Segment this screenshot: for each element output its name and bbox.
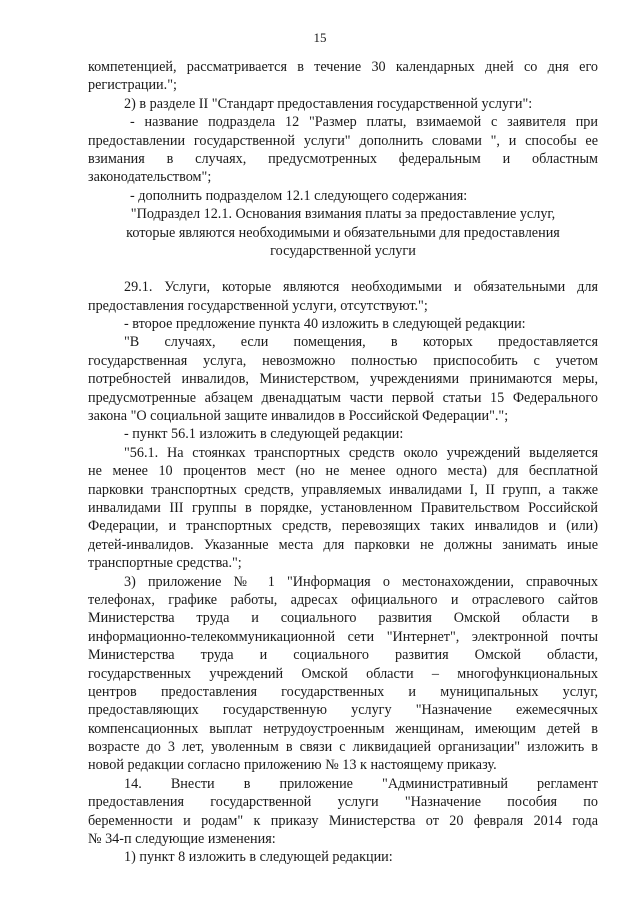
text-line: 14. Внести в приложение "Административный регламент — [124, 775, 598, 792]
text-line: телефонах, графике работы, адресах официального и отраслевого сайтов — [88, 591, 598, 608]
text-line: законодательством"; — [88, 169, 212, 186]
text-line: государственная услуга, невозможно полностью приспособить с учетом — [88, 352, 598, 369]
text-line: транспортные средства."; — [88, 555, 242, 572]
text-line: закона "О социальной защите инвалидов в Российской Федерации"."; — [88, 408, 509, 425]
page-number: 15 — [313, 30, 327, 45]
text-line: новой редакции согласно приложению № 13 к настоящему приказу. — [88, 757, 497, 774]
text-line: 1) пункт 8 изложить в следующей редакции: — [124, 849, 393, 866]
text-line: Министерства труда и социального развития Омской области в — [88, 610, 598, 627]
text-line: - пункт 56.1 изложить в следующей редакции: — [124, 426, 404, 443]
text-line: информационно-телекоммуникационной сети "Интернет", электронной почты — [88, 628, 598, 645]
text-line: детей-инвалидов. Указанные места для парковки не должны занимать иные — [88, 536, 598, 553]
text-line: возрасте до 3 лет, уволенным в связи с ликвидацией организации" изложить в — [88, 739, 598, 756]
document-body — [88, 58, 598, 867]
text-line: не менее 10 процентов мест (но не менее одного места) для бесплатной — [88, 463, 598, 480]
text-line: парковки транспортных средств, управляемых инвалидами I, II групп, а также — [88, 481, 598, 498]
text-line: "В случаях, если помещения, в которых предоставляется — [124, 334, 598, 351]
text-line: беременности и родам" к приказу Министерства от 20 февраля 2014 года — [88, 812, 598, 829]
text-line: - название подраздела 12 "Размер платы, взимаемой с заявителя при — [130, 114, 598, 131]
text-line: предоставляющих государственную услугу "Назначение ежемесячных — [88, 702, 598, 719]
text-line: регистрации."; — [88, 77, 177, 94]
text-line: инвалидами III группы в порядке, установленном Правительством Российской — [88, 499, 598, 516]
text-line: № 34-п следующие изменения: — [88, 831, 276, 848]
text-line: потребностей инвалидов, Министерством, учреждениями принимаются меры, — [88, 371, 598, 388]
text-line: предусмотренные абзацем двенадцатым части первой статьи 15 Федерального — [88, 389, 598, 406]
text-line: которые являются необходимыми и обязательными для предоставления — [126, 224, 560, 241]
text-line: - второе предложение пункта 40 изложить в следующей редакции: — [124, 316, 526, 333]
text-line: Федерации, и транспортных средств, перевозящих таких инвалидов и (или) — [88, 518, 598, 535]
text-line: Министерства труда и социального развития Омской области, — [88, 647, 598, 664]
text-line: 2) в разделе II "Стандарт предоставления государственной услуги": — [124, 95, 533, 112]
text-line: центров предоставления государственных и муниципальных услуг, — [88, 683, 598, 700]
text-line: "Подраздел 12.1. Основания взимания платы за предоставление услуг, — [130, 206, 556, 223]
text-line: - дополнить подразделом 12.1 следующего содержания: — [130, 187, 468, 204]
paragraph-gap — [88, 260, 598, 278]
text-line: компенсационных выплат нетрудоустроенным женщинам, имеющим детей в — [88, 720, 598, 737]
text-line: предоставления государственной услуги, отсутствуют."; — [88, 297, 428, 314]
text-line: 29.1. Услуги, которые являются необходимыми и обязательными для — [124, 279, 598, 296]
text-line: государственных учреждений Омской области – многофункциональных — [88, 665, 598, 682]
text-line: предоставлении государственной услуги" дополнить словами ", и способы ее — [88, 132, 598, 149]
text-line: компетенцией, рассматривается в течение 30 календарных дней со дня его — [88, 59, 598, 75]
text-line: 3) приложение № 1 "Информация о местонахождении, справочных — [124, 573, 598, 590]
text-line: "56.1. На стоянках транспортных средств около учреждений выделяется — [124, 444, 598, 461]
text-line: предоставления государственной услуги "Назначение пособия по — [88, 794, 598, 811]
text-line: государственной услуги — [270, 242, 416, 259]
text-line: взимания в случаях, предусмотренных федеральным и областным — [88, 150, 598, 167]
